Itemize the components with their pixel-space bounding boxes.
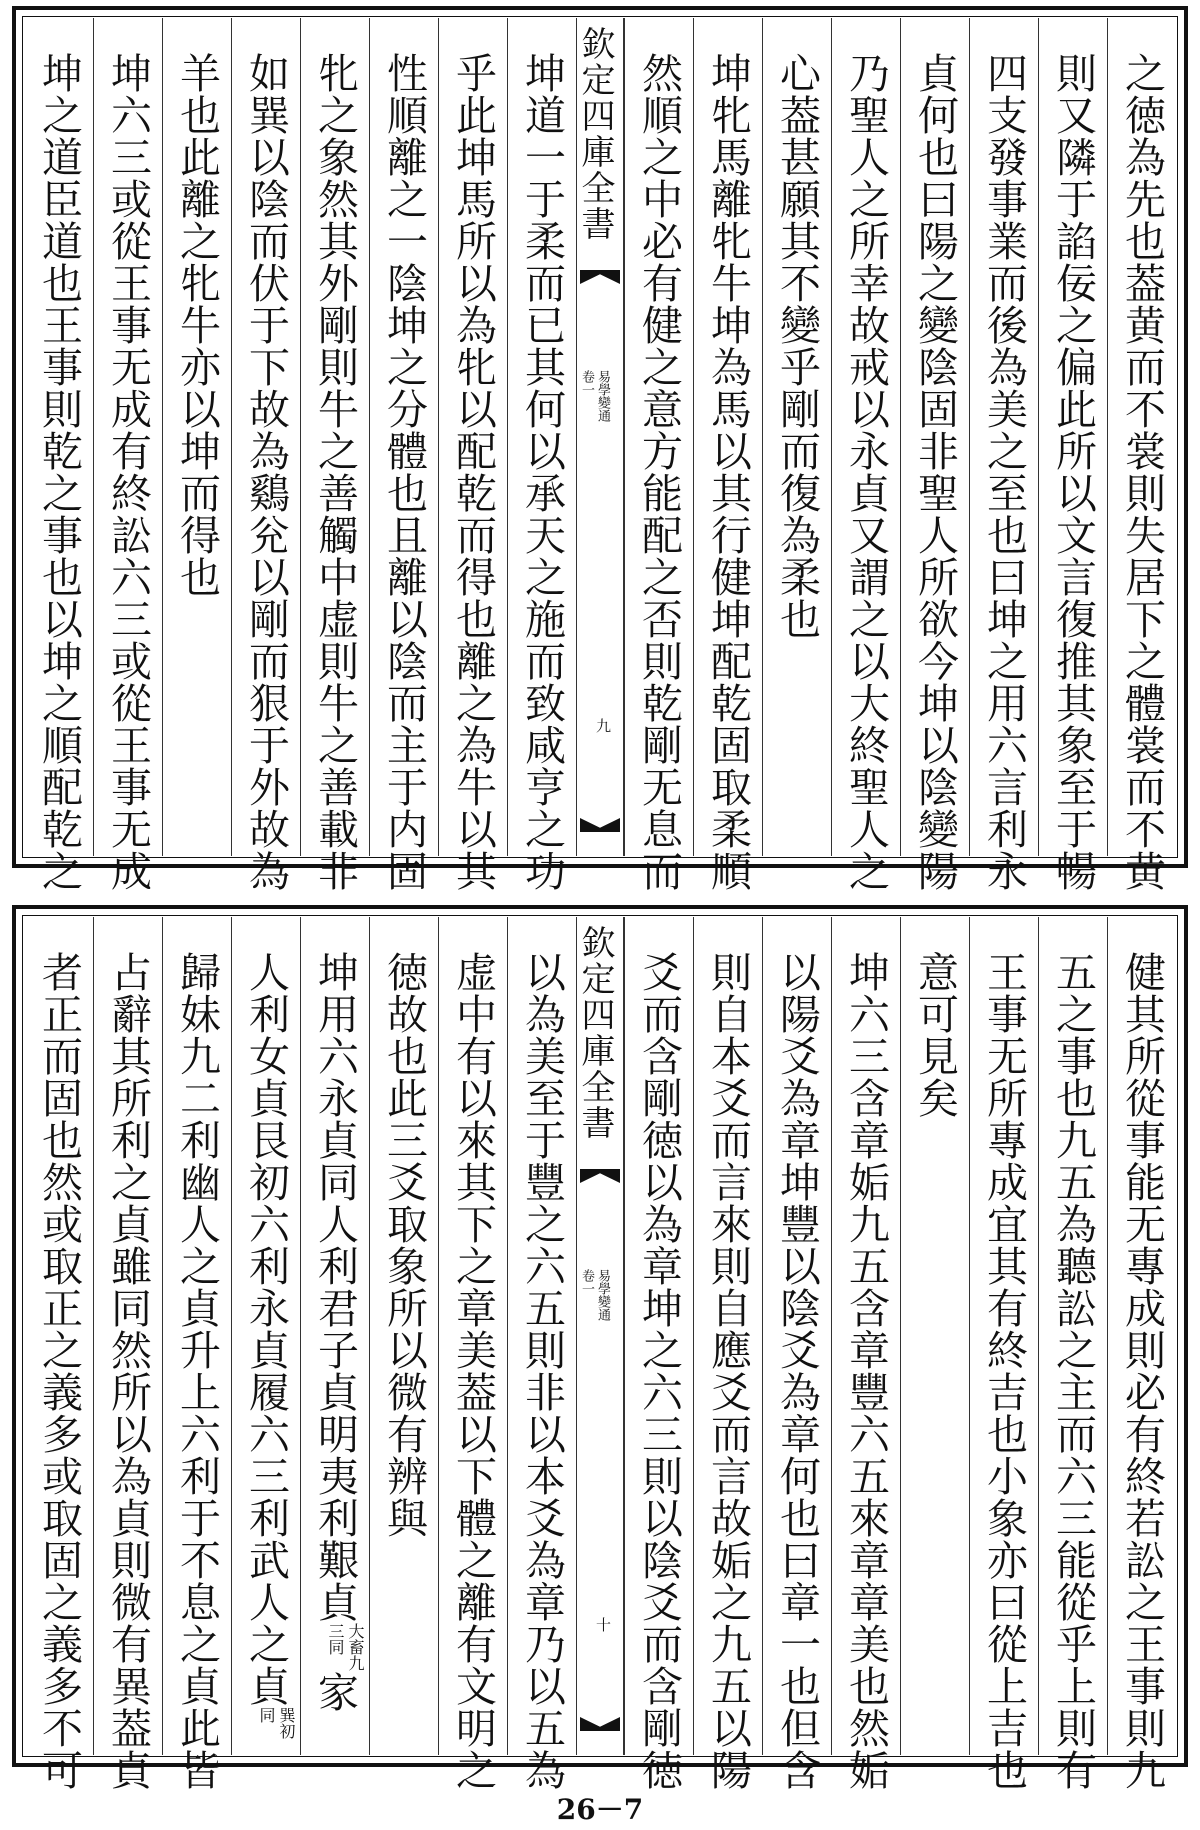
- text-column: 健其所從事能无專成則必有終若訟之王事則九: [1107, 917, 1176, 1755]
- book-name: 易學變通: [595, 370, 610, 422]
- center-band: [576, 917, 624, 1755]
- page-footer-number: 26－7: [556, 1793, 644, 1826]
- text-column: 者正而固也然或取正之義多或取固之義多不可: [35, 951, 83, 1791]
- fish-tail-mark-icon: [580, 1169, 620, 1183]
- text-column: 然順之中必有健之意方能配之否則乾剛无息而: [624, 18, 693, 856]
- text-column: 意可見矣: [900, 917, 969, 1755]
- page-number: 九: [594, 718, 612, 733]
- text-column: 坤道一于柔而已其何以承天之施而致咸亨之功: [507, 18, 576, 856]
- text-column: 坤牝馬離牝牛坤為馬以其行健坤配乾固取柔順: [693, 18, 762, 856]
- center-band: [576, 18, 624, 856]
- book-title: 欽定四庫全書: [575, 925, 615, 1141]
- text-column: 坤六三含章姤九五含章豐六五來章章美也然姤: [831, 917, 900, 1755]
- text-column: 徳故也此三爻取象所以微有辨與: [369, 917, 438, 1755]
- text-column: 爻而含剛徳以為章坤之六三則以陰爻而含剛徳: [624, 917, 693, 1755]
- interlinear-note: [325, 1623, 365, 1671]
- column-text: 坤用六永貞同人利君子貞明夷利艱貞: [311, 951, 359, 1623]
- text-column: 坤之道臣道也王事則乾之事也以坤之順配乾之: [35, 52, 83, 892]
- text-column: 之徳為先也葢黄而不裳則失居下之體裳而不黄: [1107, 18, 1176, 856]
- volume-label: 卷一: [579, 370, 594, 396]
- text-column: 牝之象然其外剛則牛之善觸中虚則牛之善載非: [300, 18, 369, 856]
- column-text-tail: 家: [311, 1671, 359, 1713]
- text-column: 性順離之一陰坤之分體也且離以陰而主于内固: [369, 18, 438, 856]
- volume-label: 卷一: [579, 1269, 594, 1295]
- note-line: 大畜九: [346, 1623, 365, 1671]
- text-column: 四支發事業而後為美之至也曰坤之用六言利永: [969, 18, 1038, 856]
- text-column: 則又隣于諂佞之偏此所以文言復推其象至于暢: [1038, 18, 1107, 856]
- note-line: 同: [257, 1707, 276, 1723]
- text-column-with-note: [300, 917, 369, 1755]
- text-column: 以陽爻為章坤豐以陰爻為章何也曰章一也但含: [762, 917, 831, 1755]
- text-column: 乃聖人之所幸故戒以永貞又謂之以大終聖人之: [831, 18, 900, 856]
- text-column: 五之事也九五為聽訟之主而六三能從乎上則有: [1038, 917, 1107, 1755]
- note-line: 同: [326, 1639, 345, 1655]
- text-column: 坤六三或從王事无成有終訟六三或從王事无成: [93, 18, 162, 856]
- text-column-with-note: [231, 917, 300, 1755]
- text-column: 心葢甚願其不變乎剛而復為柔也: [762, 18, 831, 856]
- text-column: 占辭其所利之貞雖同然所以為貞則微有異葢貞: [93, 917, 162, 1755]
- fish-tail-mark-icon: [580, 1717, 620, 1731]
- text-column: 羊也此離之牝牛亦以坤而得也: [162, 18, 231, 856]
- page-number: 十: [594, 1617, 612, 1632]
- column-text: 人利女貞艮初六利永貞履六三利武人之貞: [242, 951, 290, 1707]
- fish-tail-mark-icon: [580, 818, 620, 832]
- text-column: 乎此坤馬所以為牝以配乾而得也離之為牛以其: [438, 18, 507, 856]
- text-column: 如巽以陰而伏于下故為鷄兊以剛而狠于外故為: [231, 18, 300, 856]
- book-title: 欽定四庫全書: [575, 26, 615, 242]
- text-column: 歸妹九二利幽人之貞升上六利于不息之貞此皆: [162, 917, 231, 1755]
- bottom-page: [12, 905, 1188, 1791]
- top-page: [12, 6, 1188, 892]
- interlinear-note: [256, 1707, 296, 1739]
- text-column: 以為美至于豐之六五則非以本爻為章乃以五為: [507, 917, 576, 1755]
- top-columns: [24, 18, 1176, 892]
- bottom-columns: [24, 917, 1176, 1791]
- fish-tail-mark-icon: [580, 270, 620, 284]
- text-column: 則自本爻而言來則自應爻而言故姤之九五以陽: [693, 917, 762, 1755]
- text-column: 王事无所專成宜其有終吉也小象亦曰從上吉也: [969, 917, 1038, 1755]
- note-line: 三: [326, 1623, 345, 1639]
- note-line: 巽初: [277, 1707, 296, 1739]
- text-column: 貞何也曰陽之變陰固非聖人所欲今坤以陰變陽: [900, 18, 969, 856]
- text-column: 虚中有以來其下之章美葢以下體之離有文明之: [438, 917, 507, 1755]
- book-name: 易學變通: [595, 1269, 610, 1321]
